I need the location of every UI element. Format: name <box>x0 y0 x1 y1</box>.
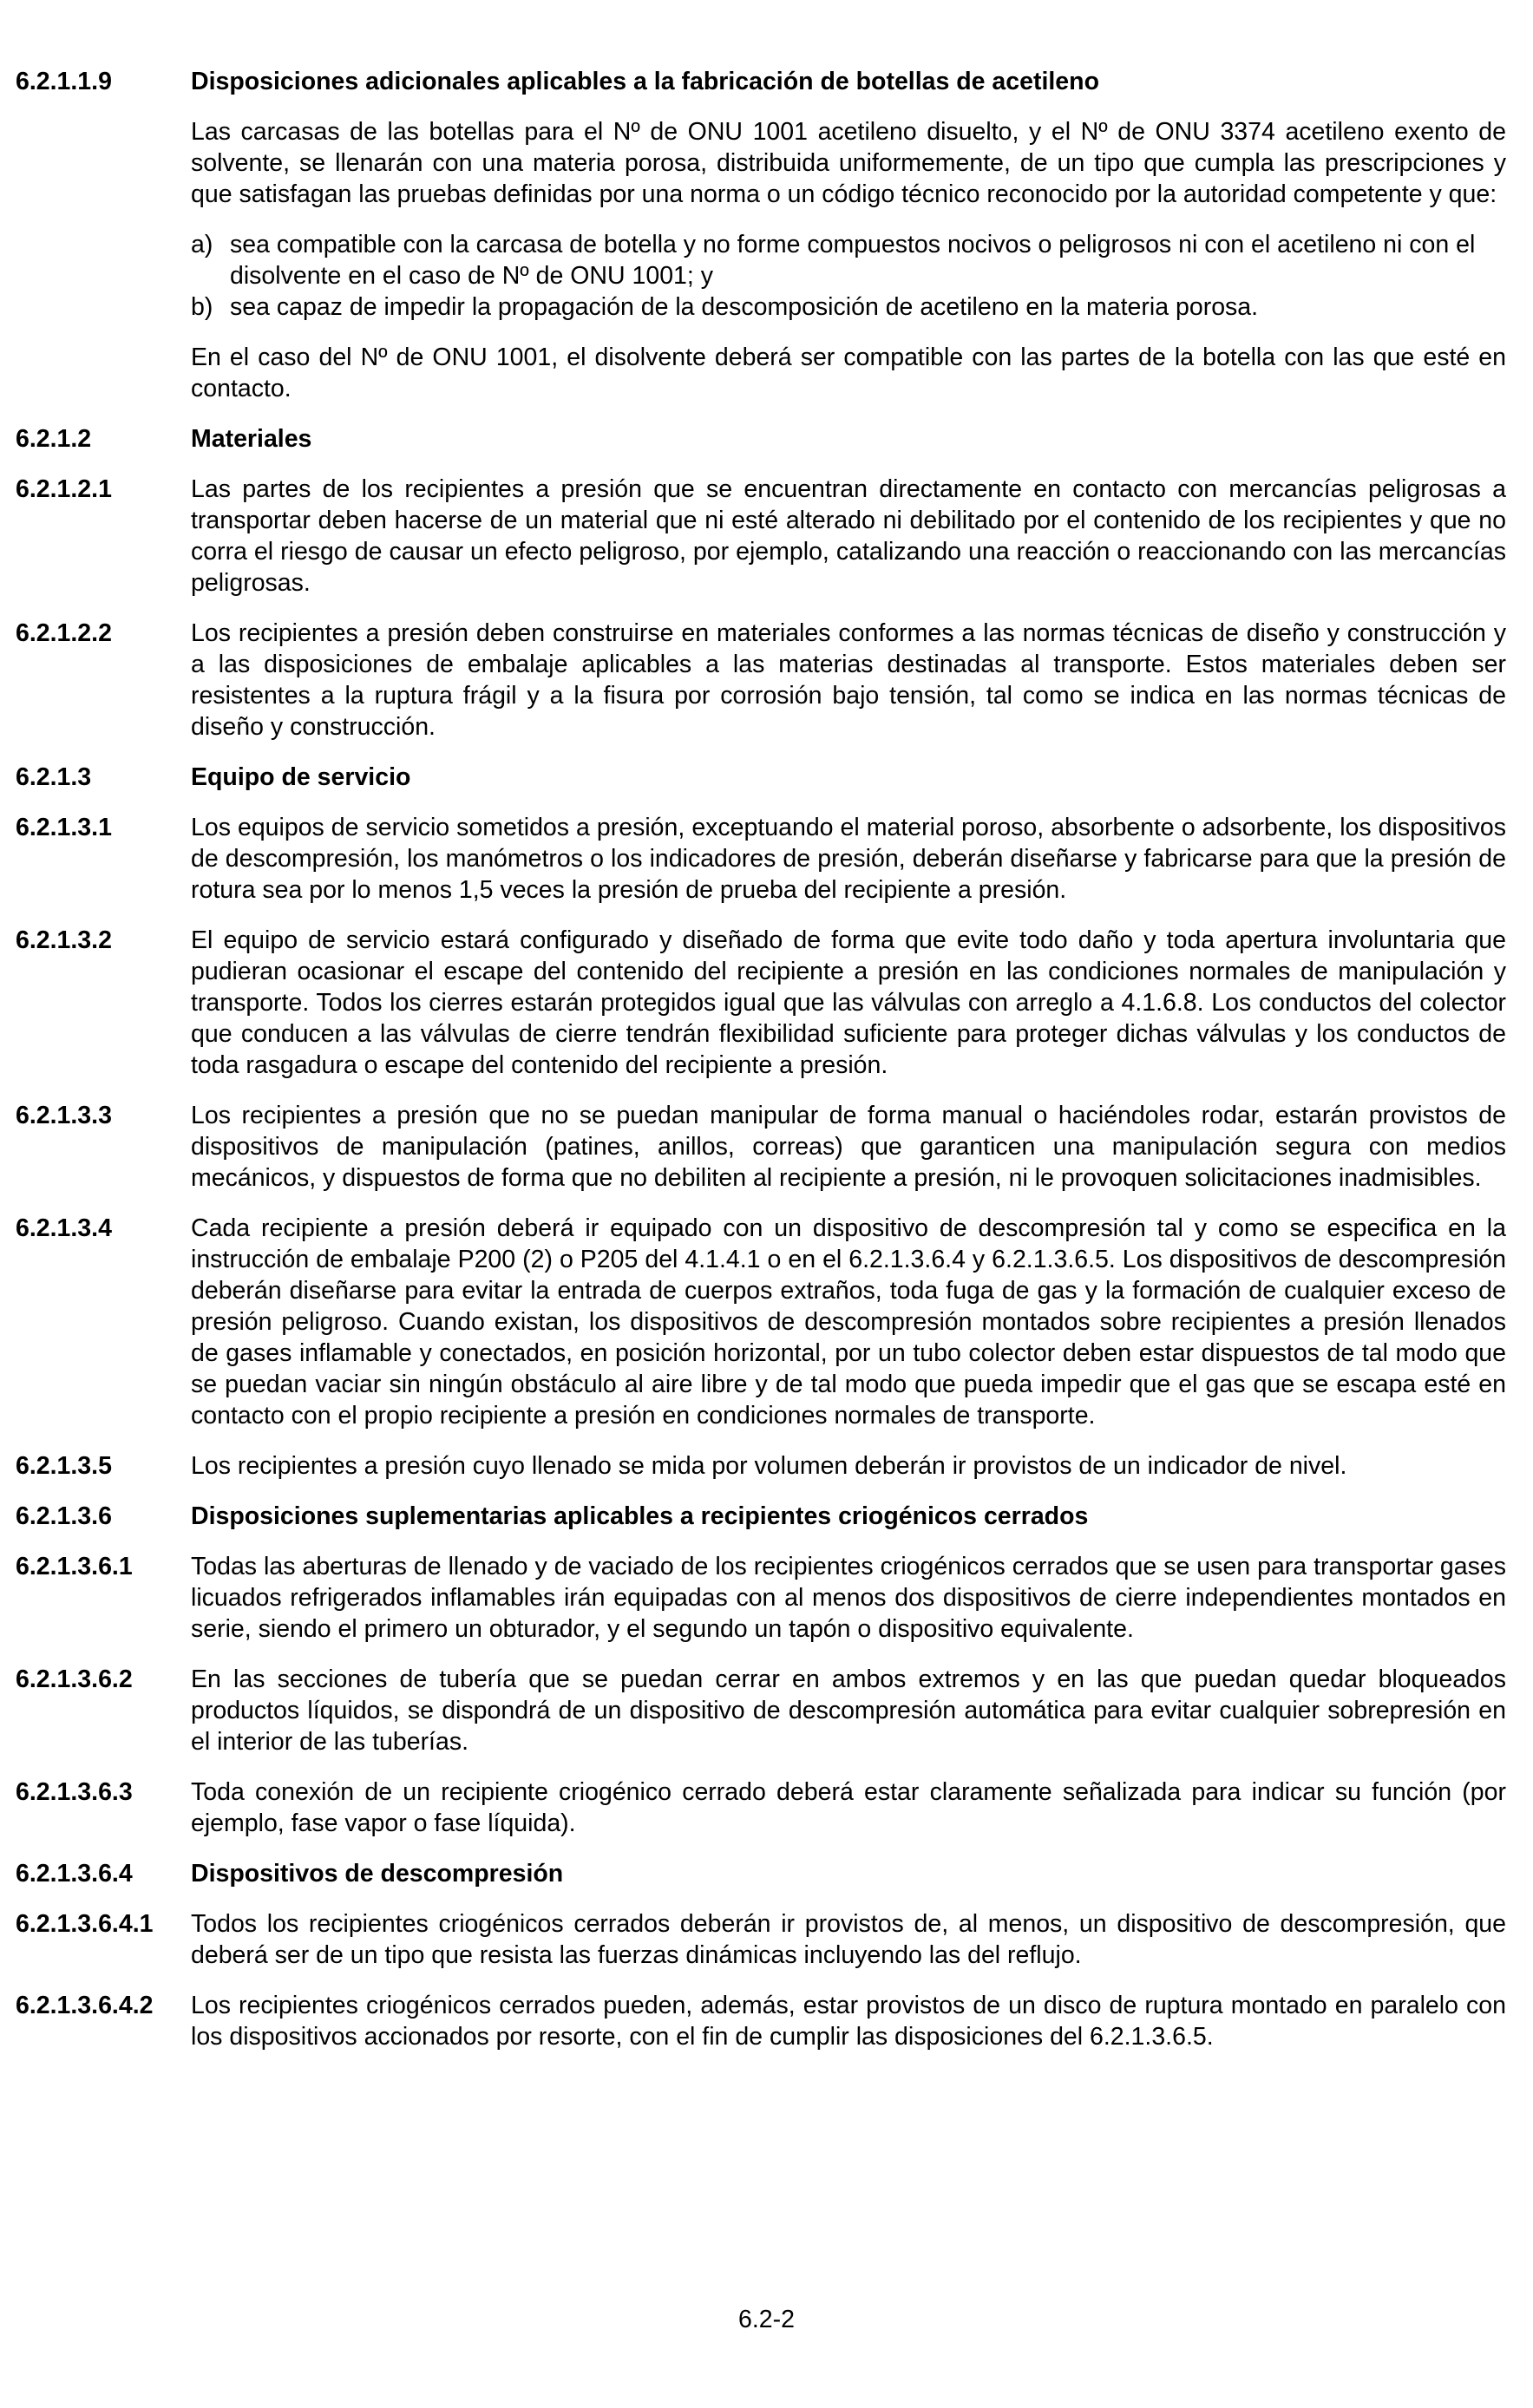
list-marker: b) <box>191 293 213 321</box>
section-title: Materiales <box>191 425 312 453</box>
section-number: 6.2.1.3 <box>16 763 92 791</box>
section-title: Disposiciones suplementarias aplicables a recipientes criogénicos cerrados <box>191 1502 1089 1530</box>
section-paragraph <box>16 1213 1506 1431</box>
document-page <box>16 66 1506 2071</box>
section-paragraph <box>16 1100 1506 1194</box>
section-number: 6.2.1.3.6.4.2 <box>16 1992 154 2019</box>
section-number: 6.2.1.3.6.4.1 <box>16 1910 154 1938</box>
section-number: 6.2.1.3.6.4 <box>16 1860 133 1888</box>
section-paragraph <box>16 1450 1506 1482</box>
paragraph: En el caso del Nº de ONU 1001, el disolvente deberá ser compatible con las partes de la botella con las que esté en contacto. <box>191 344 1506 402</box>
section-text: Cada recipiente a presión deberá ir equipado con un dispositivo de descompresión tal y como se especifica en la instrucción de embalaje P200 (2) o P205 del 4.1.4.1 o en el 6.2.1.3.6.4 y 6.2.1.3.6.5. Los dispositivos de descompresión deberán diseñarse para evitar la entrada de cuerpos extraños, toda fuga de gas y la formación de cualquier exceso de presión peligroso. Cuando existan, los dispositivos de descompresión montados sobre recipientes a presión llenados de gases inflamable y conectados, en posición horizontal, por un tubo colector deben estar dispuestos de tal modo que se puedan vaciar sin ningún obstáculo al aire libre y de tal modo que pueda impedir que el gas que se escapa esté en contacto con el propio recipiente a presión en condiciones normales de transporte. <box>191 1214 1506 1430</box>
list-item-text: sea capaz de impedir la propagación de la descomposición de acetileno en la materia porosa. <box>230 293 1259 321</box>
section-text: Toda conexión de un recipiente criogénico cerrado deberá estar claramente señalizada para indicar su función (por ejemplo, fase vapor o fase líquida). <box>191 1778 1506 1837</box>
section-number: 6.2.1.1.9 <box>16 68 112 95</box>
section-number: 6.2.1.3.5 <box>16 1452 112 1480</box>
section-paragraph <box>16 1551 1506 1645</box>
section-heading <box>16 423 1506 455</box>
section-text: Los recipientes a presión cuyo llenado se mida por volumen deberán ir provistos de un indicador de nivel. <box>191 1452 1347 1480</box>
section-paragraph <box>16 1990 1506 2052</box>
section-number: 6.2.1.2.1 <box>16 475 112 503</box>
section-paragraph <box>16 474 1506 599</box>
section-paragraph <box>16 618 1506 743</box>
section-number: 6.2.1.3.6.3 <box>16 1778 133 1806</box>
requirements-list <box>191 229 1506 323</box>
paragraph: Las carcasas de las botellas para el Nº de ONU 1001 acetileno disuelto, y el Nº de ONU 3374 acetileno exento de solvente, se llenarán con una materia porosa, distribuida uniformemente, de un tipo que cumpla las prescripciones y que satisfagan las pruebas definidas por una norma o un código técnico reconocido por la autoridad competente y que: <box>191 118 1506 208</box>
section-number: 6.2.1.3.3 <box>16 1102 112 1129</box>
section-number: 6.2.1.3.6.1 <box>16 1553 133 1580</box>
section-number: 6.2.1.3.2 <box>16 926 112 954</box>
section-heading <box>16 1501 1506 1532</box>
list-item-text: sea compatible con la carcasa de botella y no forme compuestos nocivos o peligrosos ni con el acetileno ni con el disolvente en el caso de Nº de ONU 1001; y <box>230 231 1476 290</box>
section-number: 6.2.1.3.6.2 <box>16 1665 133 1693</box>
section-paragraph <box>16 812 1506 906</box>
page-number: 6.2-2 <box>738 2306 795 2333</box>
section-text: Todas las aberturas de llenado y de vaciado de los recipientes criogénicos cerrados que se usen para transportar gases licuados refrigerados inflamables irán equipadas con al menos dos dispositivos de cierre independientes montados en serie, siendo el primero un obturador, y el segundo un tapón o dispositivo equivalente. <box>191 1553 1506 1643</box>
section-text: Las partes de los recipientes a presión que se encuentran directamente en contacto con mercancías peligrosas a transportar deben hacerse de un material que ni esté alterado ni debilitado por el contenido de los recipientes y que no corra el riesgo de causar un efecto peligroso, por ejemplo, catalizando una reacción o reaccionando con las mercancías peligrosas. <box>191 475 1506 597</box>
section-number: 6.2.1.3.4 <box>16 1214 112 1242</box>
section-title: Disposiciones adicionales aplicables a la fabricación de botellas de acetileno <box>191 68 1099 95</box>
section-title: Dispositivos de descompresión <box>191 1860 564 1888</box>
section-paragraph <box>16 1777 1506 1839</box>
section-text: El equipo de servicio estará configurado y diseñado de forma que evite todo daño y toda apertura involuntaria que pudieran ocasionar el escape del contenido del recipiente a presión en las condiciones normales de manipulación y transporte. Todos los cierres estarán protegidos igual que las válvulas con arreglo a 4.1.6.8. Los conductos del colector que conducen a las válvulas de cierre tendrán flexibilidad suficiente para proteger dichas válvulas y los conductos de toda rasgadura o escape del contenido del recipiente a presión. <box>191 926 1506 1079</box>
section-body <box>16 116 1506 404</box>
section-title: Equipo de servicio <box>191 763 411 791</box>
section-text: Todos los recipientes criogénicos cerrados deberán ir provistos de, al menos, un dispositivo de descompresión, que deberá ser de un tipo que resista las fuerzas dinámicas incluyendo las del reflujo. <box>191 1910 1506 1969</box>
section-number: 6.2.1.3.1 <box>16 814 112 841</box>
section-text: Los equipos de servicio sometidos a presión, exceptuando el material poroso, absorbente o adsorbente, los dispositivos de descompresión, los manómetros o los indicadores de presión, deberán diseñarse y fabricarse para que la presión de rotura sea por lo menos 1,5 veces la presión de prueba del recipiente a presión. <box>191 814 1506 904</box>
section-paragraph <box>16 1908 1506 1971</box>
section-text: Los recipientes a presión que no se puedan manipular de forma manual o haciéndoles rodar, estarán provistos de dispositivos de manipulación (patines, anillos, correas) que garanticen una manipulación segura con medios mecánicos, y dispuestos de forma que no debiliten al recipiente a presión, ni le provoquen solicitaciones inadmisibles. <box>191 1102 1506 1192</box>
list-item <box>191 229 1506 291</box>
section-heading <box>16 66 1506 97</box>
section-heading <box>16 762 1506 793</box>
section-paragraph <box>16 1664 1506 1757</box>
section-heading <box>16 1858 1506 1889</box>
section-text: Los recipientes criogénicos cerrados pueden, además, estar provistos de un disco de ruptura montado en paralelo con los dispositivos accionados por resorte, con el fin de cumplir las disposiciones del 6.2.1.3.6.5. <box>191 1992 1506 2051</box>
section-paragraph <box>16 925 1506 1081</box>
section-text: Los recipientes a presión deben construirse en materiales conformes a las normas técnicas de diseño y construcción y a las disposiciones de embalaje aplicables a las materias destinadas al transporte. Estos materiales deben ser resistentes a la ruptura frágil y a la fisura por corrosión bajo tensión, tal como se indica en las normas técnicas de diseño y construcción. <box>191 619 1506 741</box>
list-marker: a) <box>191 231 213 258</box>
section-number: 6.2.1.2 <box>16 425 92 453</box>
section-text: En las secciones de tubería que se puedan cerrar en ambos extremos y en las que puedan quedar bloqueados productos líquidos, se dispondrá de un dispositivo de descompresión automática para evitar cualquier sobrepresión en el interior de las tuberías. <box>191 1665 1506 1756</box>
section-number: 6.2.1.3.6 <box>16 1502 112 1530</box>
section-number: 6.2.1.2.2 <box>16 619 112 647</box>
list-item <box>191 291 1506 323</box>
